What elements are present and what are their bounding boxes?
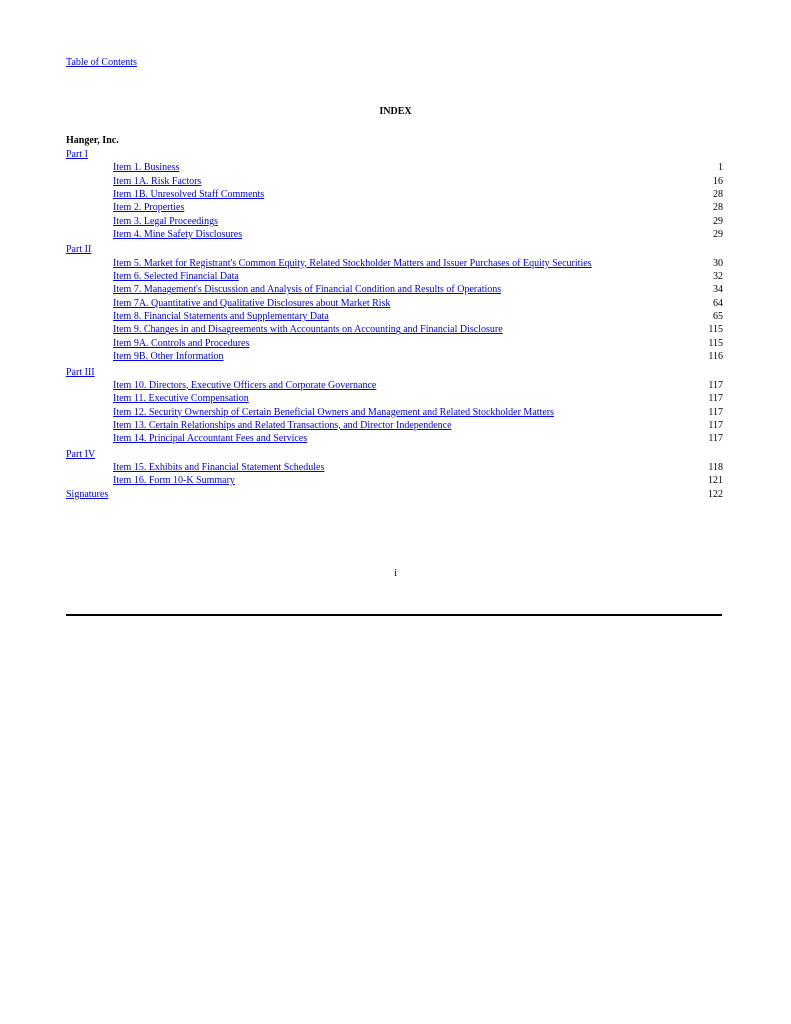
toc-item-row (66, 419, 723, 432)
toc-item-link[interactable]: Item 3. Legal Proceedings (113, 215, 218, 227)
part-link[interactable]: Part I (66, 149, 88, 160)
page-divider (66, 614, 722, 616)
index-title: INDEX (379, 106, 412, 117)
toc-item-row (66, 350, 723, 363)
toc-page-number: 34 (713, 284, 723, 296)
toc-item-link[interactable]: Item 2. Properties (113, 202, 185, 214)
toc-item-link[interactable]: Item 8. Financial Statements and Supplementary Data (113, 311, 329, 323)
toc-item-link[interactable]: Item 7. Management's Discussion and Analysis of Financial Condition and Results of Operations (113, 284, 502, 296)
toc-page-number: 28 (713, 189, 723, 201)
toc-item-link[interactable]: Item 12. Security Ownership of Certain Beneficial Owners and Management and Related Stockholder Matters (113, 406, 554, 418)
part-heading-row (66, 366, 723, 379)
toc-item-link[interactable]: Item 9A. Controls and Procedures (113, 337, 250, 349)
part-link[interactable]: Part III (66, 366, 95, 378)
table-of-contents-link[interactable]: Table of Contents (66, 57, 137, 68)
part-link[interactable]: Part II (66, 244, 92, 256)
toc-item-link[interactable]: Item 1B. Unresolved Staff Comments (113, 189, 265, 201)
part-link[interactable]: Part IV (66, 448, 96, 460)
toc-item-link[interactable]: Item 7A. Quantitative and Qualitative Disclosures about Market Risk (113, 297, 391, 309)
toc-page-number: 29 (713, 215, 723, 227)
toc-item-row (66, 188, 723, 201)
toc-item-link[interactable]: Item 10. Directors, Executive Officers and Corporate Governance (113, 379, 377, 391)
toc-item-row (66, 215, 723, 228)
toc-item-link[interactable]: Item 15. Exhibits and Financial Statement Schedules (113, 461, 325, 473)
toc-item-row (66, 161, 723, 174)
toc-item-row (66, 201, 723, 214)
toc-page-number: 122 (708, 488, 723, 500)
toc-page-number: 16 (713, 175, 723, 187)
toc-item-row (66, 228, 723, 241)
toc-item-link[interactable]: Item 11. Executive Compensation (113, 393, 249, 405)
toc-item-row (66, 270, 723, 283)
toc-page-number: 65 (713, 311, 723, 323)
toc-item-row (66, 379, 723, 392)
toc-item-row (66, 461, 723, 474)
toc-item-row (66, 432, 723, 445)
toc-item-link[interactable]: Item 16. Form 10-K Summary (113, 475, 235, 487)
toc-page-number: 30 (713, 257, 723, 269)
toc-item-row (66, 392, 723, 405)
toc-item-link[interactable]: Item 6. Selected Financial Data (113, 271, 239, 283)
toc-item-row (66, 406, 723, 419)
company-name: Hanger, Inc. (66, 135, 119, 146)
toc-item-link[interactable]: Item 1A. Risk Factors (113, 175, 202, 187)
toc-item-row (66, 297, 723, 310)
page-number: i (394, 568, 397, 579)
toc-item-link[interactable]: Item 9B. Other Information (113, 351, 224, 363)
part-heading-row (66, 448, 723, 461)
toc-page-number: 117 (708, 433, 723, 445)
toc-page-number: 32 (713, 271, 723, 283)
toc-item-link[interactable]: Item 1. Business (113, 162, 180, 174)
signatures-link[interactable]: Signatures (66, 488, 109, 500)
toc-page-number: 121 (708, 475, 723, 487)
toc-item-row (66, 337, 723, 350)
toc-page-number: 64 (713, 297, 723, 309)
toc-page-number: 117 (708, 406, 723, 418)
toc-page-number: 118 (708, 461, 723, 473)
toc-page-number: 117 (708, 393, 723, 405)
toc-page-number: 1 (718, 162, 723, 174)
signatures-row (66, 488, 723, 501)
toc-page-number: 115 (708, 324, 723, 336)
toc-page-number: 29 (713, 229, 723, 241)
toc-item-link[interactable]: Item 14. Principal Accountant Fees and Services (113, 433, 308, 445)
toc-item-link[interactable]: Item 13. Certain Relationships and Related Transactions, and Director Independence (113, 419, 452, 431)
toc-item-link[interactable]: Item 5. Market for Registrant's Common Equity, Related Stockholder Matters and Issuer Purchases of Equity Securities (113, 257, 592, 269)
toc-item-row (66, 310, 723, 323)
toc-page-number: 28 (713, 202, 723, 214)
toc-page-number: 115 (708, 337, 723, 349)
toc-item-link[interactable]: Item 9. Changes in and Disagreements with Accountants on Accounting and Financial Disclosure (113, 324, 503, 336)
part-heading-row (66, 243, 723, 256)
toc-page-number: 117 (708, 419, 723, 431)
toc-item-row (66, 474, 723, 487)
toc-item-link[interactable]: Item 4. Mine Safety Disclosures (113, 229, 243, 241)
toc-item-row (66, 323, 723, 336)
toc-item-row (66, 175, 723, 188)
toc-page-number: 117 (708, 379, 723, 391)
table-of-contents (66, 148, 723, 501)
toc-item-row (66, 257, 723, 270)
toc-page-number: 116 (708, 351, 723, 363)
toc-item-row (66, 283, 723, 296)
part-heading-row (66, 148, 723, 161)
